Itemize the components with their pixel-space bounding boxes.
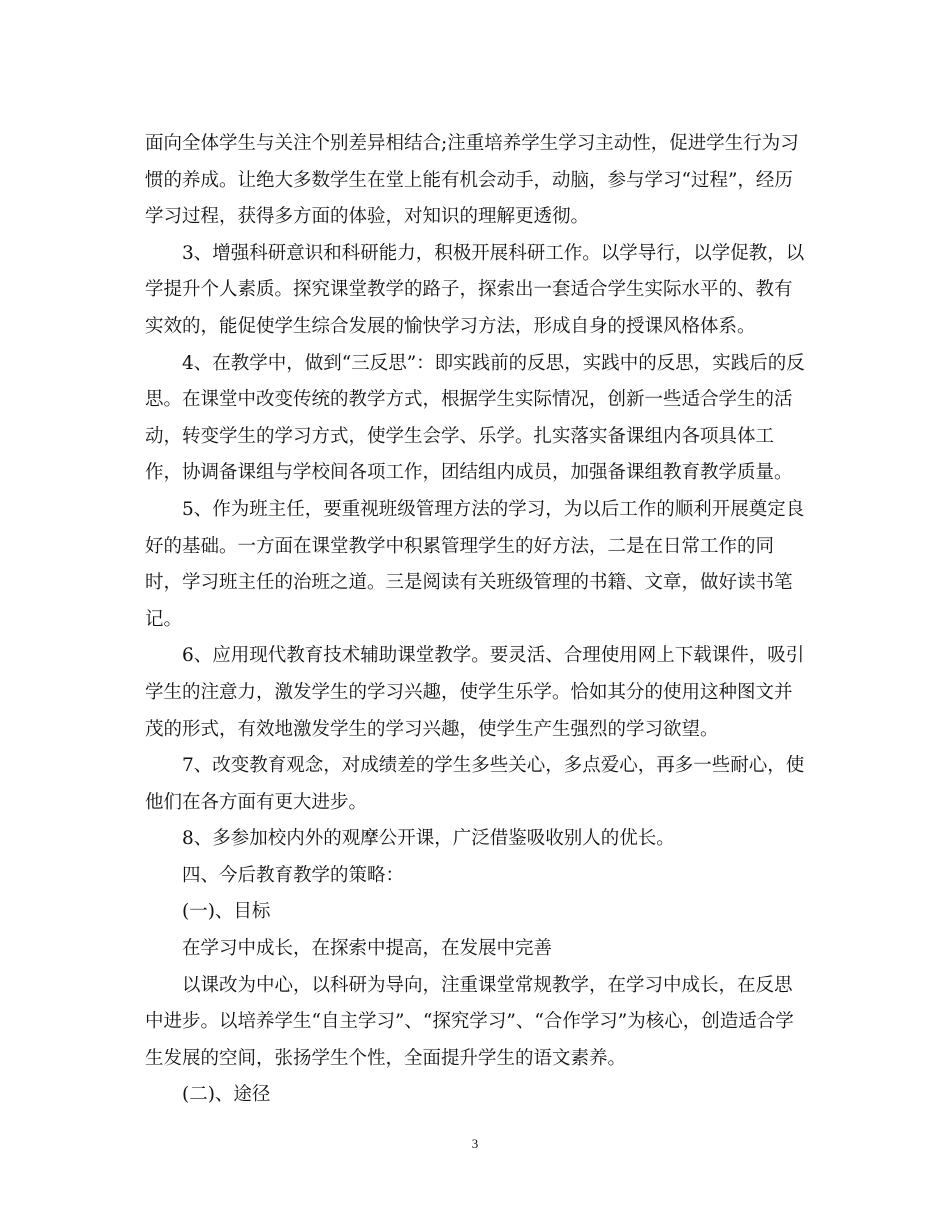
text-line: 生发展的空间，张扬学生个性，全面提升学生的语文素养。 bbox=[145, 1047, 627, 1069]
text-line: 作，协调备课组与学校间各项工作，团结组内成员，加强备课组教育教学质量。 bbox=[145, 462, 793, 484]
text-line: 学生的注意力，激发学生的学习兴趣，使学生乐学。恰如其分的使用这种图文并 bbox=[145, 681, 793, 703]
text-line: 以课改为中心，以科研为导向，注重课堂常规教学，在学习中成长，在反思 bbox=[182, 974, 793, 996]
text-line: 惯的养成。让绝大多数学生在堂上能有机会动手，动脑，参与学习“过程”，经历 bbox=[145, 169, 793, 191]
text-line: 中进步。以培养学生“自主学习”、“探究学习”、“合作学习”为核心，创造适合学 bbox=[145, 1011, 794, 1033]
text-line: 茂的形式，有效地激发学生的学习兴趣，使学生产生强烈的学习欲望。 bbox=[145, 718, 719, 740]
text-line: 好的基础。一方面在课堂教学中积累管理学生的好方法，二是在日常工作的同 bbox=[145, 535, 775, 557]
text-line: 他们在各方面有更大进步。 bbox=[145, 791, 368, 813]
text-line: 3、增强科研意识和科研能力，积极开展科研工作。以学导行，以学促教，以 bbox=[182, 242, 805, 264]
text-line: 面向全体学生与关注个别差异相结合;注重培养学生学习主动性，促进学生行为习 bbox=[145, 133, 799, 154]
page-number: 3 bbox=[471, 1136, 479, 1151]
text-line: 4、在教学中，做到“三反思”：即实践前的反思，实践中的反思，实践后的反 bbox=[182, 352, 805, 374]
text-line: 四、今后教育教学的策略： bbox=[182, 864, 405, 886]
text-line: 8、多参加校内外的观摩公开课，广泛借鉴吸收别人的优长。 bbox=[182, 828, 675, 850]
text-line: 5、作为班主任，要重视班级管理方法的学习，为以后工作的顺利开展奠定良 bbox=[182, 498, 805, 520]
text-line: (一)、目标 bbox=[182, 901, 271, 923]
text-line: 实效的，能促使学生综合发展的愉快学习方法，形成自身的授课风格体系。 bbox=[145, 315, 756, 337]
text-line: 7、改变教育观念，对成绩差的学生多些关心，多点爱心，再多一些耐心，使 bbox=[182, 755, 805, 777]
body-text bbox=[145, 126, 810, 1114]
text-line: 时，学习班主任的治班之道。三是阅读有关班级管理的书籍、文章，做好读书笔 bbox=[145, 572, 793, 594]
text-line: 记。 bbox=[145, 608, 183, 630]
text-line: 在学习中成长，在探索中提高，在发展中完善 bbox=[182, 938, 553, 960]
text-line: 动，转变学生的学习方式，使学生会学、乐学。扎实落实备课组内各项具体工 bbox=[145, 425, 775, 447]
text-line: 思。在课堂中改变传统的教学方式，根据学生实际情况，创新一些适合学生的活 bbox=[145, 389, 793, 411]
text-line: 学习过程，获得多方面的体验，对知识的理解更透彻。 bbox=[145, 206, 590, 228]
text-line: 学提升个人素质。探究课堂教学的路子，探索出一套适合学生实际水平的、教有 bbox=[145, 279, 793, 301]
text-line: 6、应用现代教育技术辅助课堂教学。要灵活、合理使用网上下载课件，吸引 bbox=[182, 645, 805, 667]
text-line: (二)、途径 bbox=[182, 1084, 271, 1106]
